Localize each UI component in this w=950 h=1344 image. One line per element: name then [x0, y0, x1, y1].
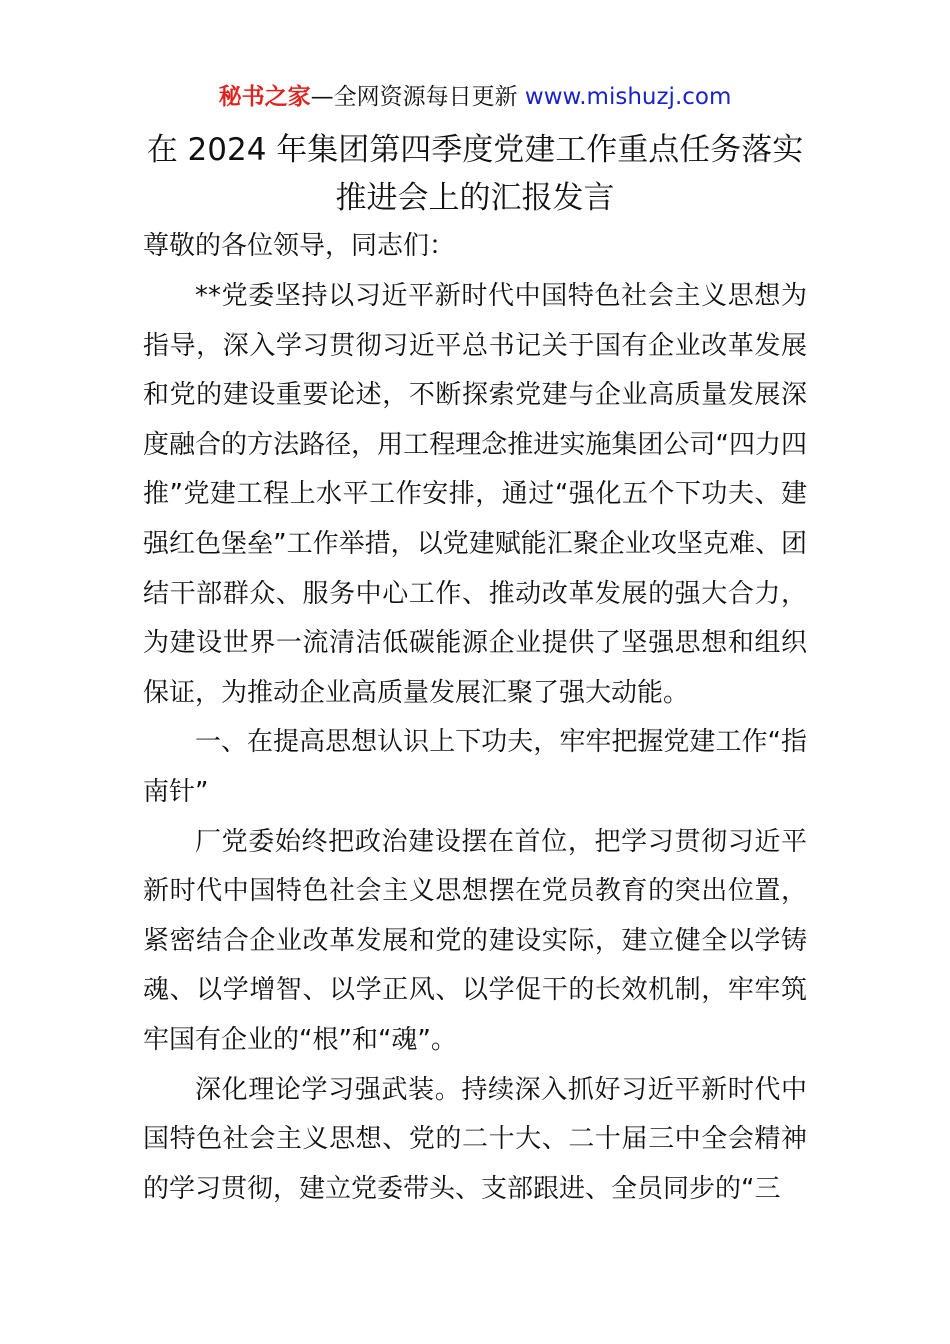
paragraph-theory-study: 深化理论学习强武装。持续深入抓好习近平新时代中国特色社会主义思想、党的二十大、二十届三中全会精神的学习贯彻，建立党委带头、支部跟进、全员同步的“三 — [143, 1074, 807, 1204]
salutation: 尊敬的各位领导，同志们： — [143, 231, 456, 261]
site-url[interactable]: www.mishuzj.com — [524, 84, 732, 110]
site-banner — [0, 80, 950, 114]
paragraph-section-1: 厂党委始终把政治建设摆在首位，把学习贯彻习近平新时代中国特色社会主义思想摆在党员教育的突出位置，紧密结合企业改革发展和党的建设实际，建立健全以学铸魂、以学增智、以学正风、以学促干的长效机制，牢牢筑牢国有企业的“根”和“魂”。 — [143, 826, 807, 1055]
site-tagline: —全网资源每日更新 — [310, 84, 518, 110]
document-body — [143, 272, 807, 1214]
paragraph-intro: **党委坚持以习近平新时代中国特色社会主义思想为指导，深入学习贯彻习近平总书记关于国有企业改革发展和党的建设重要论述，不断探索党建与企业高质量发展深度融合的方法路径，用工程理念推进实施集团公司“四力四推”党建工程上水平工作安排，通过“强化五个下功夫、建强红色堡垒”工作举措，以党建赋能汇聚企业攻坚克难、团结干部群众、服务中心工作、推动改革发展的强大合力，为建设世界一流清洁低碳能源企业提供了坚强思想和组织保证，为推动企业高质量发展汇聚了强大动能。 — [143, 281, 807, 708]
title-line-2: 推进会上的汇报发言 — [335, 180, 615, 216]
site-brand: 秘书之家 — [218, 84, 311, 110]
section-heading-1: 一、在提高思想认识上下功夫，牢牢把握党建工作“指南针” — [143, 727, 807, 807]
document-title — [100, 126, 850, 222]
title-line-1: 在 2024 年集团第四季度党建工作重点任务落实 — [146, 132, 804, 168]
